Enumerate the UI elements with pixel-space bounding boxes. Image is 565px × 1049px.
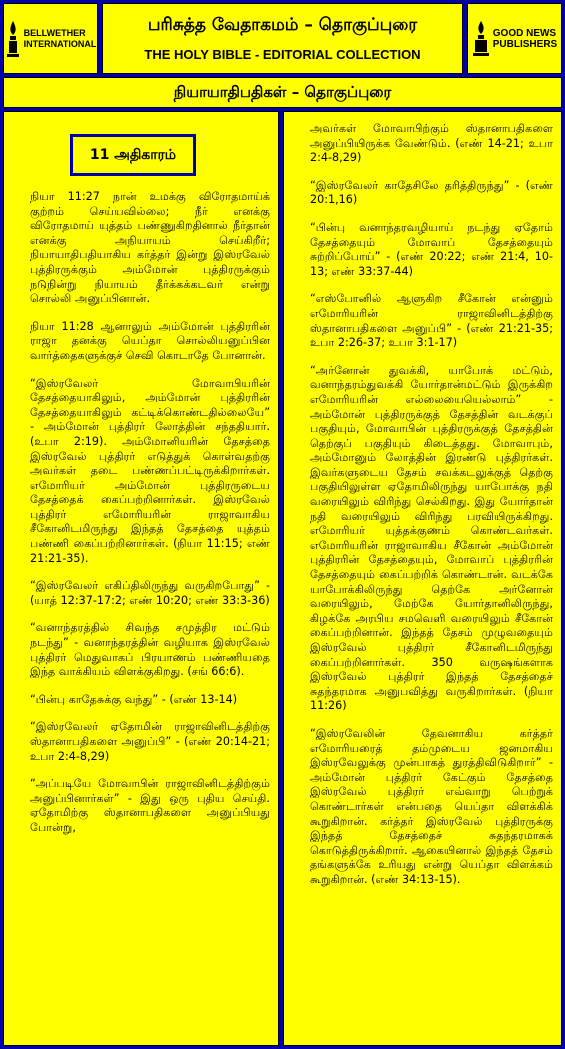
paragraph: “பின்பு வனாந்தரவழியாய் நடந்து ஏதோம் தேசத்தையும் மோவாப் தேசத்தையும் சுற்றிப்போய்” - (எண் 20:22; எண் 21:4, 10-13; எண் 33:37-44): [310, 220, 553, 278]
paragraph: “இஸ்ரவேலர் காதேசிலே தரித்திருந்து” - (எண் 20:1,16): [310, 178, 553, 207]
logo-text-line2: INTERNATIONAL: [23, 38, 97, 49]
page-header: [3, 3, 562, 74]
title-block: [102, 3, 463, 74]
logo-text-line2: PUBLISHERS: [492, 38, 558, 50]
paragraph: “அப்படியே மோவாபின் ராஜாவினிடத்திற்கும் அனுப்பினார்கள்” - இது ஒரு புதிய செய்தி. ஏதோமிற்கு ஸ்தானாபதிகளை அனுப்பியது போன்று,: [30, 777, 270, 834]
right-column: [283, 111, 562, 1046]
chapter-label: 11 அதிகாரம்: [70, 134, 196, 176]
paragraph: “அர்னோன் துவக்கி, யாபோக் மட்டும், வனாந்தரம்துவக்கி யோர்தான்மட்டும் இருக்கிற எமோரியரின் எல்லையையெல்லாம்” - அம்மோன் புத்திரருக்குத் தேசத்தின் வடக்குப் பகுதியும், மோவாபின் புத்திரருக்குத் தேசத்தின் தெற்குப் பகுதியும் கிடைத்தது. மோவாபும், அம்மோனும் லோத்தின் இரண்டு புத்திரர்கள். இவர்களுடைய தேசம் சவக்கடலுக்குத் தெற்கு பகுதியிலுள்ள ஏதோமிலிருந்து யாபோக்கு நதி வரையிலும் விரிந்து செல்கிறது. இது யோர்தான் நதி வரையிலும் விரிந்து பரவியிருக்கிறது. எமோரியர் யுத்தக்குணம் கொண்டவர்கள். எமோரியரின் ராஜாவாகிய சீகோன் அம்மோன் புத்திரரின் தேசத்தையும், மோவாப் புத்திரரின் தேசத்தையும் கைப்பற்றிக் கொண்டான். வடக்கே யாபோக்கிலிருந்து தெற்கே அர்னோன் வரையிலும், மேற்கே யோர்தானிலிருந்து, கிழக்கே அரபிய சமவெளி வரையிலும் சீகோன் கைப்பற்றினான். இந்தத் தேசம் முழுவதையும் இஸ்ரவேல் புத்திரர் சீகோனிடமிருந்து கைப்பற்றினார்கள். 350 வருஷங்களாக இஸ்ரவேல் புத்திரர் இந்தத் தேசத்தைச் சுதந்தரமாக அனுபவித்து வருகிறார்கள். (நியா 11:26): [310, 363, 553, 713]
paragraph: “இஸ்ரவேலர் ஏதோமின் ராஜாவினிடத்திற்கு ஸ்தானாபதிகளை அனுப்பி” - (எண் 20:14-21; உபா 2:4-8,29): [30, 720, 270, 763]
section-title-bar: [3, 77, 562, 108]
paragraph: நியா 11:28 ஆனாலும் அம்மோன் புத்திரரின் ராஜா தனக்கு யெப்தா சொல்லியனுப்பின வார்த்தைகளுக்குச் செவி கொடாதே போனான்.: [30, 319, 270, 362]
paragraph: “இஸ்ரவேலர் மோவாபியரின் தேசத்தையாகிலும், அம்மோன் புத்திரரின் தேசத்தையாகிலும் கட்டிக்கொண்டதில்லையே” - அம்மோன் புத்திரர் லோத்தின் சந்ததியார். (உபா 2:19). அம்மோனியரின் தேசத்தை இஸ்ரவேல் புத்திரர் எடுத்துக் கொள்வதற்கு அவர்கள் தடை பண்ணப்பட்டிருக்கிறார்கள். எமோரியர் அம்மோன் புத்திரருடைய தேசத்தைக் கைப்பற்றினார்கள். இஸ்ரவேல் புத்திரர் எமோரியரின் ராஜாவாகிய சீகோனிடமிருந்து இந்தத் தேசத்தை யுத்தம் பண்ணி கைப்பற்றினார்கள். (நியா 11:15; எண் 21:21-35).: [30, 376, 270, 565]
tamil-title: பரிசுத்த வேதாகமம் – தொகுப்புரை: [147, 15, 418, 35]
paragraph: “எஸ்போனில் ஆளுகிற சீகோன் என்னும் எமோரியரின் ராஜாவினிடத்திற்கு ஸ்தானாபதிகளை அனுப்பி” - (எண் 21:21-35; உபா 2:26-37; உபா 3:1-17): [310, 292, 553, 350]
lamp-icon: [5, 19, 21, 59]
logo-text-line1: GOOD NEWS: [492, 27, 557, 39]
paragraph: அவர்கள் மோவாபிற்கும் ஸ்தானாபதிகளை அனுப்பியிருக்க வேண்டும். (எண் 14-21; உபா 2:4-8,29): [310, 122, 553, 165]
paragraph: நியா 11:27 நான் உமக்கு விரோதமாய்க் குற்றம் செய்யவில்லை; நீர் எனக்கு விரோதமாய் யுத்தம் பண்ணுகிறதினால் நீர்தான் எனக்கு அநியாயம் செய்கிறீர்; நியாயாதிபதியாகிய கர்த்தர் இன்று இஸ்ரவேல் புத்திரருக்கும் அம்மோன் புத்திரருக்கும் நடுநின்று நியாயம் தீர்க்கக்கடவர் என்று சொல்லி அனுப்பினான்.: [30, 190, 270, 306]
good-news-logo: [467, 3, 562, 74]
bellwether-logo: [3, 3, 98, 74]
english-title: THE HOLY BIBLE - EDITORIAL COLLECTION: [144, 47, 421, 62]
paragraph: “பின்பு காதேசுக்கு வந்து” - (எண் 13-14): [30, 692, 238, 706]
paragraph: “வனாந்தரத்தில் சிவந்த சமுத்திர மட்டும் நடந்து” - வனாந்தரத்தின் வழியாக இஸ்ரவேல் புத்திரர் மெதுவாகப் பிரயாணம் பண்ணியதை இந்த வாக்கியம் விளக்குகிறது. (சங் 66:6).: [30, 621, 270, 679]
logo-text-line1: BELLWETHER: [23, 27, 86, 38]
section-title: நியாயாதிபதிகள் – தொகுப்புரை: [173, 82, 392, 101]
left-column: [3, 111, 279, 1046]
paragraph: “இஸ்ரவேலர் எகிப்திலிருந்து வருகிறபோது” - (யாத் 12:37-17:2; எண் 10:20; எண் 33:3-36): [30, 579, 270, 607]
paragraph: “இஸ்ரவேலின் தேவனாகிய கர்த்தர் எமோரியரைத் தம்முடைய ஜனமாகிய இஸ்ரவேலுக்கு முன்பாகத் துரத்திவிடுகிறார்” - அம்மோன் புத்திரர் கேட்கும் தேசத்தை இஸ்ரவேல் புத்திரர் எவ்வாறு பெற்றுக் கொண்டார்கள் என்பதை யெப்தா விளக்கிக் கூறுகிறான். கர்த்தர் இஸ்ரவேல் புத்திரருக்கு இந்தத் தேசத்தைச் சுதந்தரமாகக் கொடுத்திருக்கிறார். ஆகையினால் இந்தத் தேசம் தங்களுக்கே உரியது என்று யெப்தா விளக்கம் கூறுகிறான். (எண் 34:13-15).: [310, 726, 553, 886]
lamp-icon: [472, 19, 490, 59]
